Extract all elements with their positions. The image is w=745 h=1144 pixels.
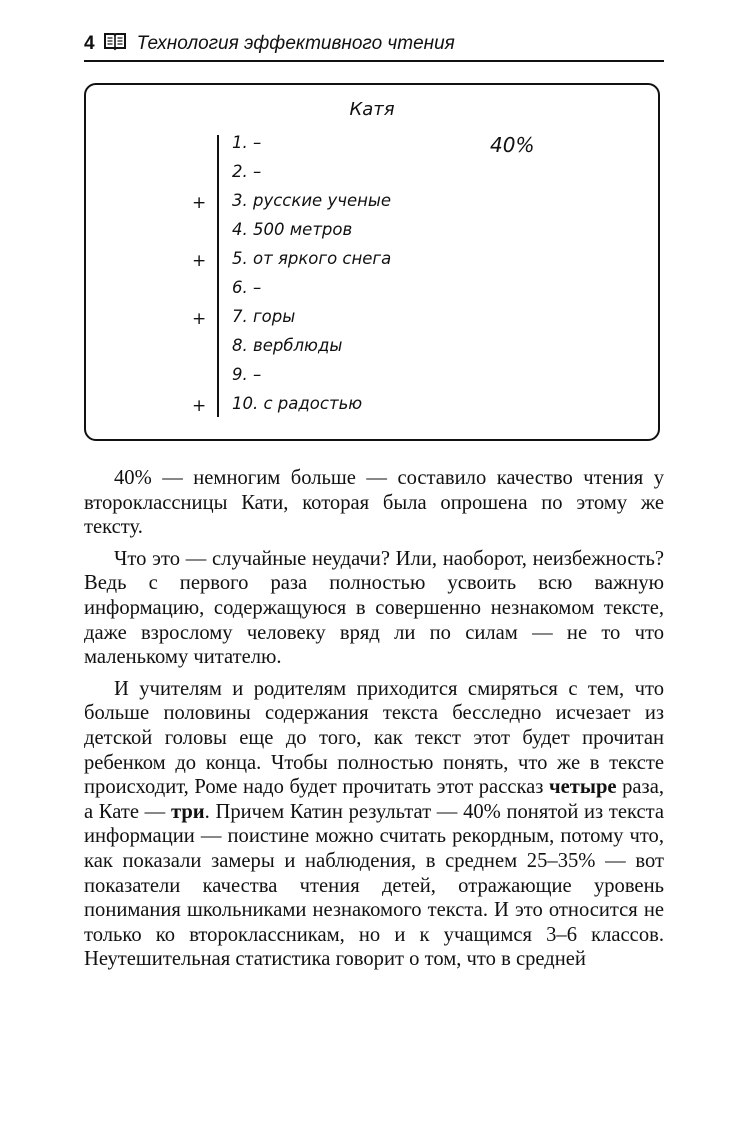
answer-text: 8. верблюды [232,336,343,355]
answers-card [84,83,660,441]
answer-text: 2. – [232,162,262,181]
book-icon [103,31,127,57]
header-title: Технология эффективного чтения [136,33,455,54]
answer-mark: + [192,396,207,416]
answer-mark: + [192,193,207,213]
answer-row [86,191,658,220]
answer-row [86,307,658,336]
paragraph-2: Что это — случайные неудачи? Или, наоборот, неизбежность? Ведь с первого раза полностью усвоить всю важную информацию, содержащуюся в совершенно незнакомом тексте, даже взрослому человеку вряд ли по силам — не то что маленькому читателю. [84,547,664,669]
paragraph-3-part-c: . Причем Катин результат — 40% понятой из текста информации — поистине можно считать рекордным, потому что, как показали замеры и наблюдения, в среднем 25–35% — вот показатели качества чтения детей, отражающие уровень понимания школьниками незнакомого текста. И это относится не только ко второклассникам, но и к учащимся 3–6 классов. Неутешительная статистика говорит о том, что в средней [84,800,664,971]
paragraph-3-part-a: И учителям и родителям приходится смиряться с тем, что больше половины содержания текста бесследно исчезает из детской головы еще до того, как текст этот будет прочитан ребенком до конца. Чтобы полностью понять, что же в тексте происходит, Роме надо будет прочитать этот рассказ [84,677,664,799]
paragraph-3 [84,677,664,972]
emphasis-three: три [170,800,205,823]
answer-mark: + [192,251,207,271]
answer-text: 4. 500 метров [232,220,353,239]
answer-text: 10. с радостью [232,394,363,413]
score-percent: 40% [490,133,535,157]
emphasis-four: четыре [549,776,617,799]
answer-text: 6. – [232,278,262,297]
answer-text: 7. горы [232,307,296,326]
answer-row [86,278,658,307]
answer-row [86,336,658,365]
card-title: Катя [349,99,395,120]
answer-row [86,162,658,191]
answer-text: 5. от яркого снега [232,249,392,268]
header-rule [84,60,664,62]
answer-row [86,220,658,249]
answer-row [86,133,658,162]
answer-row [86,249,658,278]
answer-text: 1. – [232,133,262,152]
answer-row [86,365,658,394]
body-text [84,466,664,979]
answer-text: 9. – [232,365,262,384]
answer-row [86,394,658,423]
answer-mark: + [192,309,207,329]
paragraph-3-part-b: раза, а Кате — [84,776,664,823]
paragraph-1: 40% — немногим больше — составило качество чтения у второклассницы Кати, которая была опрошена по этому же тексту. [84,467,664,539]
page-number: 4 [84,33,95,54]
running-header [84,30,664,58]
answer-text: 3. русские ученые [232,191,392,210]
